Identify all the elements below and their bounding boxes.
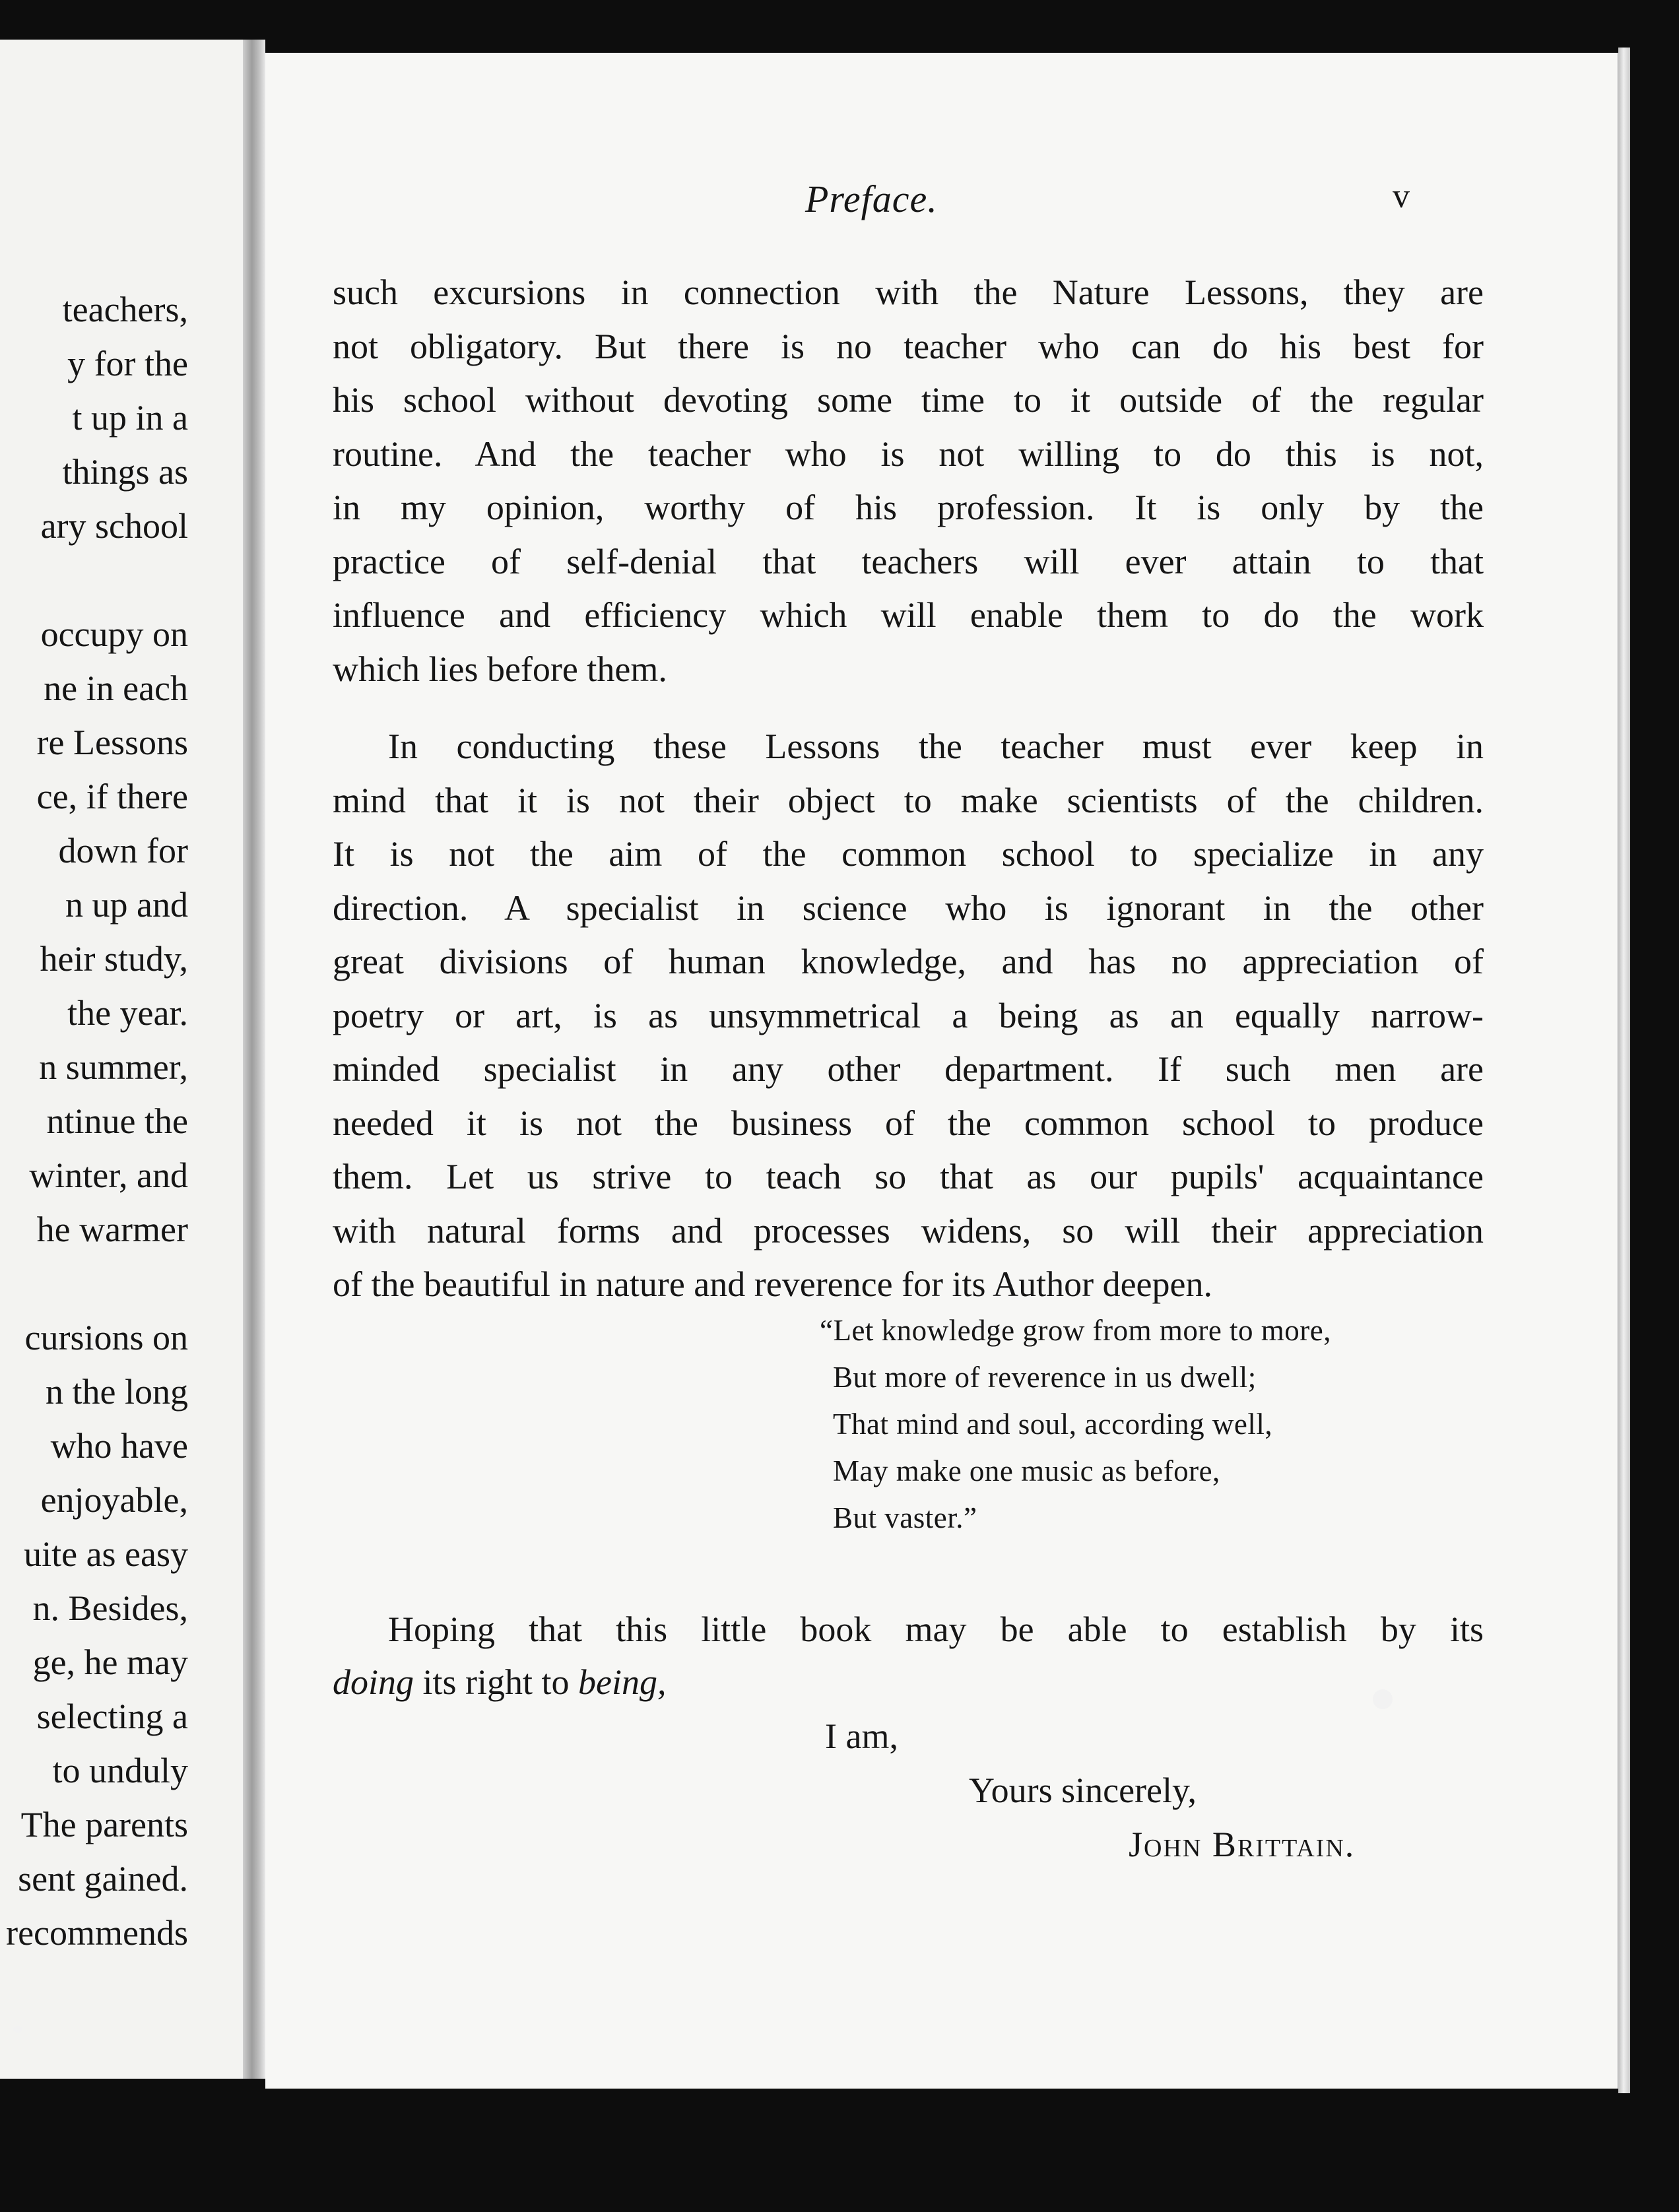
left-page-line: he warmer — [36, 1210, 188, 1249]
left-page-line: y for the — [67, 344, 188, 383]
closing-paragraph-line-1: Hoping that this little book may be able to establish by its — [388, 1610, 1484, 1649]
paragraph-2-line: great divisions of human knowledge, and has no appreciation of — [333, 942, 1484, 981]
page-header — [265, 177, 1617, 230]
left-page — [0, 40, 264, 2079]
left-page-line: down for — [58, 831, 188, 870]
left-page-line: n the long — [46, 1372, 188, 1412]
left-page-line: re Lessons — [36, 723, 188, 762]
page-gutter — [243, 40, 265, 2079]
left-page-line: uite as easy — [24, 1534, 188, 1574]
paragraph-2-line: In conducting these Lessons the teacher must ever keep in — [388, 727, 1484, 766]
left-page-line: n. Besides, — [32, 1588, 188, 1628]
left-page-line: things as — [62, 452, 188, 492]
left-page-line: ne in each — [44, 668, 188, 708]
paragraph-1-line: in my opinion, worthy of his profession. It is only by the — [333, 488, 1484, 527]
left-page-line: the year. — [67, 993, 188, 1033]
paragraph-2-line: It is not the aim of the common school to specialize in any — [333, 834, 1484, 874]
dust-speck — [13, 2026, 22, 2033]
paragraph-2-line: minded specialist in any other department. If such men are — [333, 1049, 1484, 1089]
poem-line: “Let knowledge grow from more to more, — [820, 1314, 1332, 1347]
page-edge — [1618, 48, 1630, 2093]
left-page-line: occupy on — [40, 614, 188, 654]
left-page-line: winter, and — [29, 1155, 188, 1195]
paragraph-2-line: direction. A specialist in science who is ignorant in the other — [333, 888, 1484, 928]
signoff-i-am: I am, — [825, 1716, 898, 1756]
left-page-line: ntinue the — [46, 1101, 188, 1141]
paragraph-1-line: routine. And the teacher who is not willing to do this is not, — [333, 434, 1484, 474]
left-page-line: heir study, — [40, 939, 188, 979]
page-number: v — [1393, 178, 1410, 215]
left-page-line: n summer, — [39, 1047, 188, 1087]
closing-text: its right to — [414, 1662, 579, 1702]
closing-paragraph-line-2 — [333, 1664, 667, 1700]
paragraph-1-line: which lies before them. — [333, 649, 667, 689]
left-page-line: selecting a — [36, 1697, 188, 1736]
right-page — [265, 53, 1621, 2089]
paragraph-1-line: such excursions in connection with the Nature Lessons, they are — [333, 273, 1484, 312]
italic-word-being: being, — [578, 1662, 667, 1702]
italic-word-doing: doing — [333, 1662, 414, 1702]
dust-speck — [1373, 1689, 1393, 1709]
signoff-yours-sincerely: Yours sincerely, — [969, 1771, 1197, 1810]
paragraph-2-line: poetry or art, is as unsymmetrical a being as an equally narrow- — [333, 995, 1484, 1035]
poem-line: But vaster.” — [833, 1501, 977, 1534]
paragraph-2-line: them. Let us strive to teach so that as our pupils' acquaintance — [333, 1157, 1484, 1196]
left-page-line: n up and — [65, 885, 188, 925]
left-page-line: recommends — [6, 1913, 188, 1953]
left-page-line: t up in a — [72, 398, 188, 438]
paragraph-1-line: not obligatory. But there is no teacher who can do his best for — [333, 326, 1484, 366]
left-page-line: ge, he may — [32, 1643, 188, 1682]
left-page-line: The parents — [20, 1805, 188, 1844]
paragraph-2-line: mind that it is not their object to make scientists of the children. — [333, 780, 1484, 820]
paragraph-2-line: of the beautiful in nature and reverence for its Author deepen. — [333, 1264, 1212, 1304]
paragraph-1-line: his school without devoting some time to it outside of the regular — [333, 380, 1484, 420]
left-page-line: cursions on — [24, 1318, 188, 1357]
poem-line: But more of reverence in us dwell; — [833, 1361, 1257, 1394]
paragraph-2-line: needed it is not the business of the common school to produce — [333, 1103, 1484, 1143]
left-page-line: sent gained. — [18, 1859, 188, 1899]
paragraph-1-line: influence and efficiency which will enable them to do the work — [333, 595, 1484, 635]
poem-line: That mind and soul, according well, — [833, 1408, 1273, 1441]
author-signature: John Brittain. — [1129, 1825, 1356, 1864]
left-page-line: ary school — [40, 506, 188, 546]
paragraph-2-line: with natural forms and processes widens, so will their appreciation — [333, 1210, 1484, 1251]
left-page-line: to unduly — [52, 1751, 188, 1790]
poem-line: May make one music as before, — [833, 1454, 1220, 1487]
left-page-line: ce, if there — [36, 777, 188, 816]
running-title: Preface. — [805, 178, 938, 220]
left-page-line: enjoyable, — [40, 1480, 188, 1520]
paragraph-1-line: practice of self-denial that teachers will ever attain to that — [333, 541, 1484, 581]
left-page-line: teachers, — [62, 290, 188, 329]
left-page-line: who have — [50, 1426, 188, 1466]
